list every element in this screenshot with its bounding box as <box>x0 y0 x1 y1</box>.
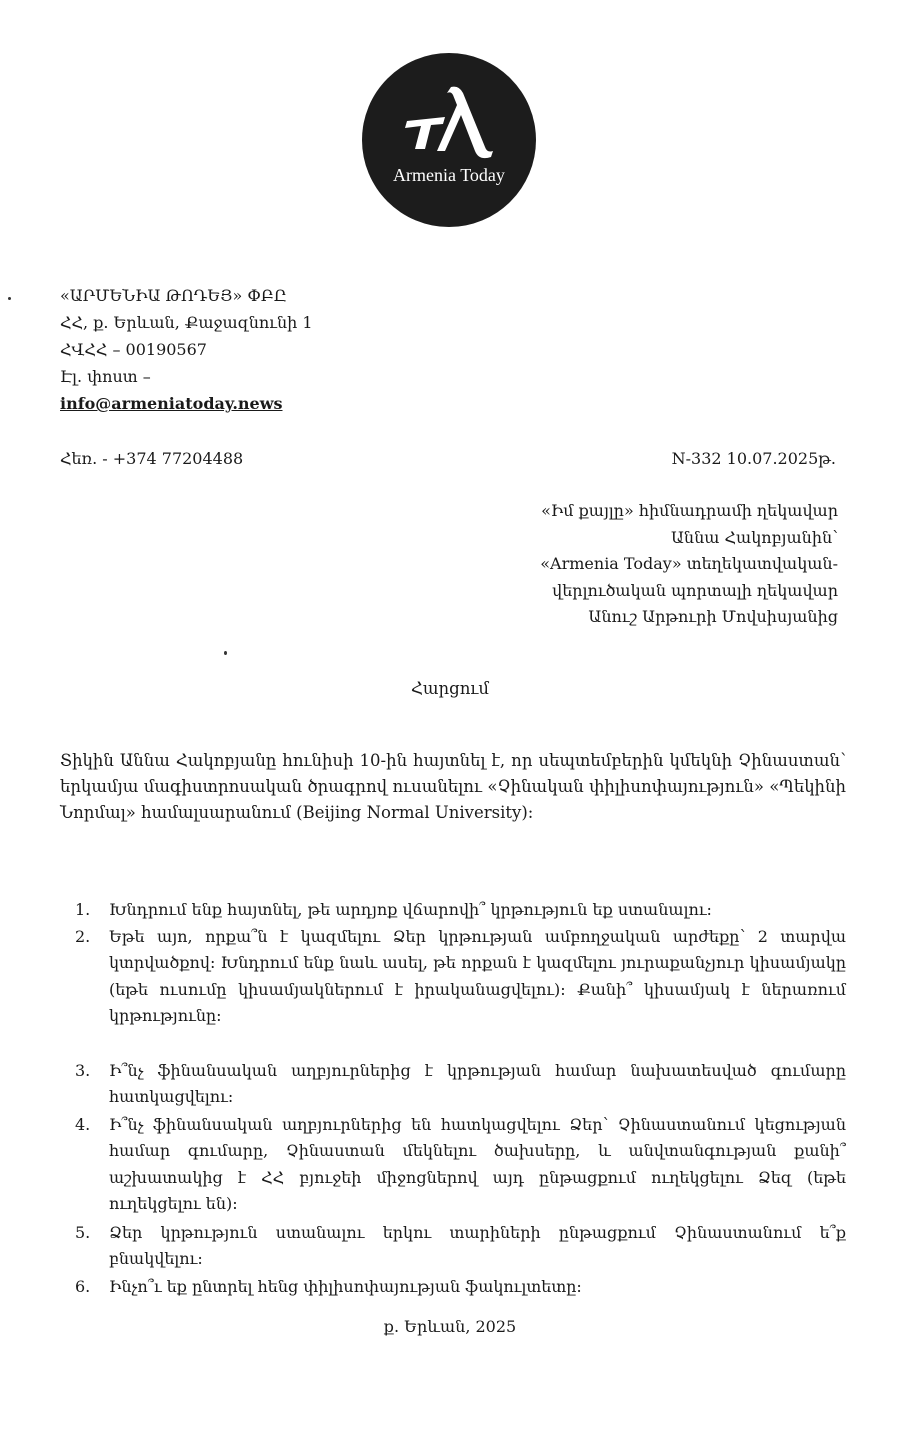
question-item <box>75 897 846 924</box>
question-text: Խնդրում ենք հայտնել, թե արդյոք վճարովի՞ կրթություն եք ստանալու: <box>109 900 712 919</box>
question-text: Ինչո՞ւ եք ընտրել հենց փիլիսոփայության ֆակուլտետը: <box>109 1276 582 1296</box>
sender-email-label: Էլ. փոստ – <box>60 367 151 386</box>
question-item <box>75 1058 846 1112</box>
logo-mark-icon <box>399 81 499 161</box>
logo-brand-text: Armenia Today <box>393 165 505 185</box>
question-number: 5. <box>75 1222 91 1242</box>
document-title: Հարցում <box>410 679 490 698</box>
question-number: 6. <box>75 1276 91 1296</box>
question-number: 2. <box>75 926 91 946</box>
sender-address: ՀՀ, ք. Երևան, Քաջազնունի 1 <box>60 313 313 332</box>
recipient-line: վերլուծական պորտալի ղեկավար <box>552 580 838 600</box>
sender-block <box>60 282 313 417</box>
footer-place-date: ք. Երևան, 2025 <box>383 1317 517 1336</box>
document-number: N-332 10.07.2025թ. <box>671 449 836 468</box>
sender-phone: Հեռ. - +374 77204488 <box>60 449 244 468</box>
recipient-line: Անուշ Արթուրի Մովսիսյանից <box>588 607 838 626</box>
recipient-line: Աննա Հակոբյանին՝ <box>670 527 838 547</box>
sender-tax-id: ՀՎՀՀ – 00190567 <box>60 340 207 359</box>
question-item <box>75 1220 846 1274</box>
scan-speck <box>8 297 11 300</box>
recipient-line: «Armenia Today» տեղեկատվական- <box>540 554 838 573</box>
recipient-block <box>540 498 838 631</box>
question-text: Ի՞նչ ֆինանսական աղբյուրներից են հատկացվելու Ձեր՝ Չինաստանում կեցության համար գումարը, Չինաստան մեկնելու ծախսերը, և անվտանգության քանի՞ աշխատակից է ՀՀ բյուջեի միջոցներով այդ ընթացքում ուղեկցելու Ձեզ (եթե ուղեկցելու են): <box>109 1114 846 1213</box>
recipient-line: «Իմ քայլը» հիմնադրամի ղեկավար <box>541 501 838 520</box>
question-item <box>75 1274 846 1301</box>
question-text: Ի՞նչ ֆինանսական աղբյուրներից է կրթության համար նախատեսված գումարը հատկացվելու: <box>109 1060 846 1106</box>
question-number: 4. <box>75 1114 91 1134</box>
intro-paragraph: Տիկին Աննա Հակոբյանը հունիսի 10-ին հայտնել է, որ սեպտեմբերին կմեկնի Չինաստան՝ երկամյա մագիստրոսական ծրագրով ուսանելու «Չինական փիլիսոփայություն» «Պեկինի Նորմալ» համալսարանում (Beijing Normal University): <box>60 751 846 822</box>
scan-speck <box>224 651 227 655</box>
question-item <box>75 1112 846 1220</box>
question-number: 1. <box>75 900 91 919</box>
sender-org-name: «ԱՐՄԵՆԻԱ ԹՈԴԵՅ» ՓԲԸ <box>60 286 287 305</box>
armenia-today-logo <box>362 53 536 227</box>
question-item <box>75 924 846 1058</box>
questions-list <box>75 897 846 1300</box>
sender-email-link[interactable]: info@armeniatoday.news <box>60 394 283 413</box>
question-text: Ձեր կրթություն ստանալու երկու տարիների ընթացքում Չինաստանում ե՞ք բնակվելու: <box>109 1222 846 1268</box>
question-text: Եթե այո, որքա՞ն է կազմելու Ձեր կրթության ամբողջական արժեքը՝ 2 տարվա կտրվածքով: Խնդրում ենք նաև ասել, թե որքան է կազմելու յուրաքանչյուր կիսամյակը (եթե ուսումը կիսամյակներում է իրականացվելու): Քանի՞ կիսամյակ է ներառում կրթությունը: <box>109 926 846 1025</box>
question-number: 3. <box>75 1060 91 1080</box>
